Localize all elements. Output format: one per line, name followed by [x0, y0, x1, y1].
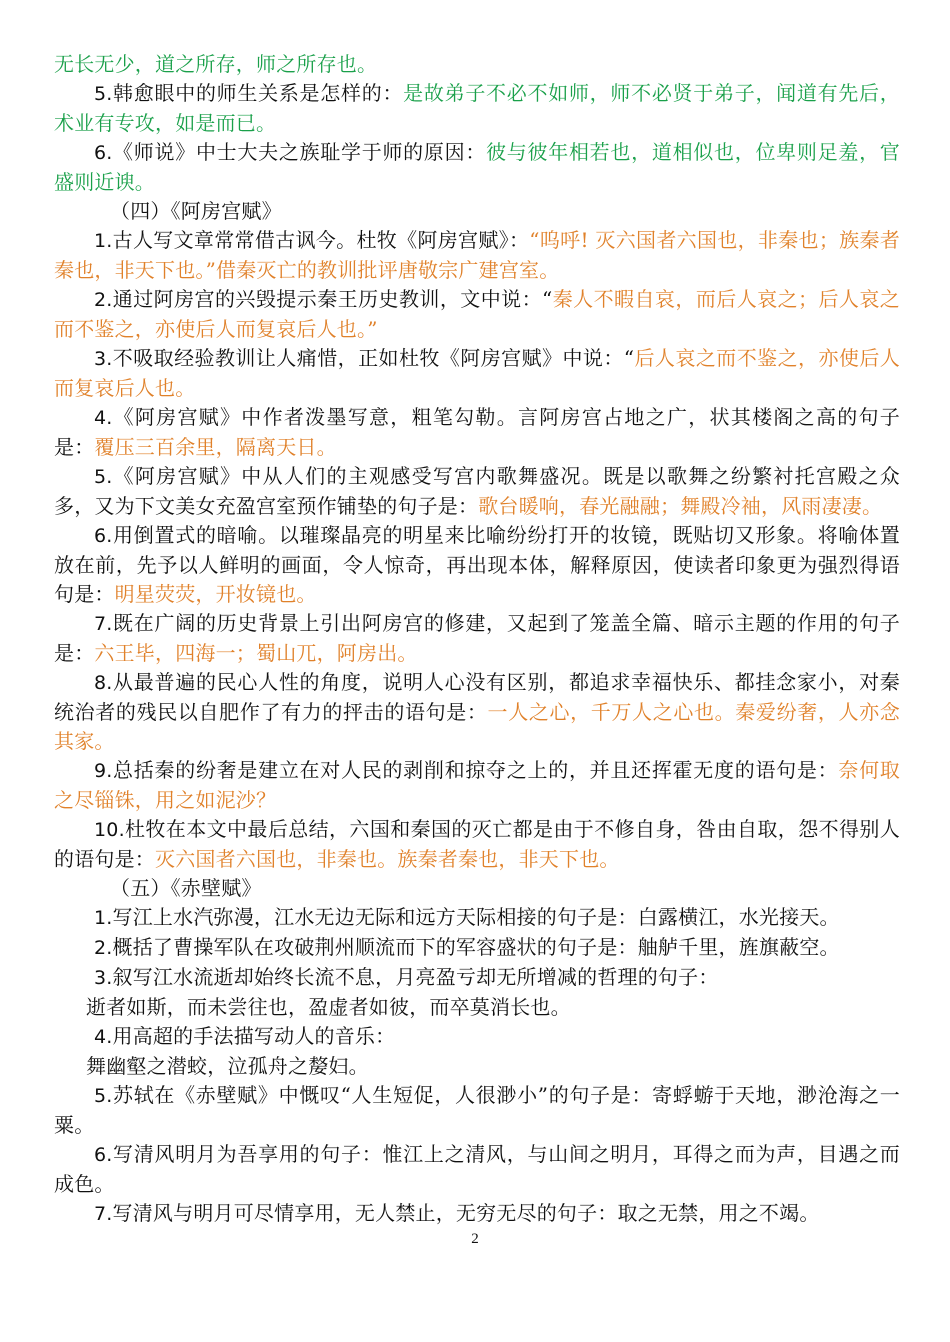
- question-text: 既在广阔的历史背景上引出阿房宫的修建，又起到了笼盖全篇、暗示主题的作用的句子是：: [54, 611, 900, 665]
- item-number: 5.: [94, 1085, 113, 1107]
- item-number: 6.: [94, 142, 113, 164]
- item-number: 1.: [94, 230, 113, 252]
- answer-text: “呜呼! 灭六国者六国也，非秦也；族秦者秦也，非天下也。”借秦灭亡的教训批评唐敬宗广建宫室。: [54, 228, 901, 282]
- item-number: 4.: [94, 1026, 113, 1048]
- item-number: 10.: [94, 819, 125, 841]
- item-number: 7.: [94, 613, 113, 635]
- question-text: 《阿房宫赋》中作者泼墨写意，粗笔勾勒。言阿房宫占地之广，状其楼阁之高的句子是：: [54, 405, 900, 459]
- section5-item-5: [54, 1081, 900, 1140]
- section4-item-4: [54, 403, 900, 462]
- question-text: 《师说》中士大夫之族耻学于师的原因：: [112, 140, 487, 164]
- page-number: 2: [471, 1231, 479, 1247]
- item-number: 3.: [94, 348, 113, 370]
- question-text: 叙写江水流逝却始终长流不息，月亮盈亏却无所增减的哲理的句子：: [112, 965, 719, 989]
- question-text: 不吸取经验教训让人痛惜，正如杜牧《阿房宫赋》中说：“: [112, 346, 635, 370]
- item-number: 1.: [94, 907, 113, 929]
- section4-item-1: [54, 226, 900, 285]
- question-text: 写清风与明月可尽情享用，无人禁止，无穷无尽的句子：取之无禁，用之不竭。: [112, 1201, 820, 1225]
- section5-item-1: [54, 903, 900, 933]
- item-number: 5.: [94, 83, 113, 105]
- item-number: 6.: [94, 525, 113, 547]
- answer-text: 明星荧荧，开妆镜也。: [114, 582, 317, 606]
- answer-text: 六王毕，四海一；蜀山兀，阿房出。: [94, 641, 418, 665]
- section5-item-4: [54, 1022, 900, 1052]
- question-text: 古人写文章常常借古讽今。杜牧《阿房宫赋》：: [112, 228, 530, 252]
- section5-item-7: [54, 1199, 900, 1229]
- document-page: [54, 50, 900, 1229]
- answer-text: 后人哀之而不鉴之，亦使后人而复哀后人也。: [54, 346, 900, 400]
- question-text: 用倒置式的暗喻。以璀璨晶亮的明星来比喻纷纷打开的妆镜，既贴切又形象。将喻体置放在前，先予以人鲜明的画面，令人惊奇，再出现本体，解释原因，使读者印象更为强烈得语句是：: [54, 523, 900, 606]
- item-number: 4.: [94, 407, 113, 429]
- item-number: 9.: [94, 760, 113, 782]
- question-text: 苏轼在《赤壁赋》中慨叹“人生短促，人很渺小”的句子是：寄蜉蝣于天地，渺沧海之一粟。: [54, 1083, 900, 1137]
- section5-item-4-answer: 舞幽壑之潜蛟，泣孤舟之嫠妇。: [86, 1054, 369, 1078]
- section4-item-3: [54, 344, 900, 403]
- section5-item-6: [54, 1140, 900, 1199]
- question-text: 写江上水汽弥漫，江水无边无际和远方天际相接的句子是：白露横江，水光接天。: [112, 905, 840, 929]
- question-text: 概括了曹操军队在攻破荆州顺流而下的军容盛状的句子是：舳舻千里，旌旗蔽空。: [112, 935, 840, 959]
- answer-text: 是故弟子不必不如师，师不必贤于弟子，闻道有先后，术业有专攻，如是而已。: [54, 81, 900, 135]
- item-number: 8.: [94, 672, 113, 694]
- section5-item-2: [54, 933, 900, 963]
- item-number: 7.: [94, 1203, 113, 1225]
- question-text: 韩愈眼中的师生关系是怎样的：: [112, 81, 404, 105]
- section4-item-8: [54, 668, 900, 756]
- intro-line: 无长无少，道之所存，师之所存也。: [54, 52, 378, 76]
- answer-text: 奈何取之尽锱铢，用之如泥沙？: [54, 758, 901, 812]
- question-text: 从最普遍的民心人性的角度，说明人心没有区别，都追求幸福快乐、都挂念家小，对秦统治者的残民以自肥作了有力的抨击的语句是：: [54, 670, 900, 724]
- question-text: 用高超的手法描写动人的音乐：: [112, 1024, 396, 1048]
- item-number: 3.: [94, 967, 113, 989]
- answer-text: 灭六国者六国也，非秦也。族秦者秦也，非天下也。: [155, 847, 620, 871]
- answer-text: 一人之心，千万人之心也。秦爱纷奢，人亦念其家。: [54, 700, 901, 753]
- shishuo-item-6: [54, 138, 900, 197]
- question-text: 《阿房宫赋》中从人们的主观感受写宫内歌舞盛况。既是以歌舞之纷繁衬托宫殿之众多，又为下文美女充盈宫室预作铺垫的句子是：: [54, 464, 900, 518]
- section4-item-6: [54, 521, 900, 609]
- question-text: 通过阿房宫的兴毁提示秦王历史教训，文中说：“: [112, 287, 553, 311]
- section4-item-7: [54, 609, 900, 668]
- section4-item-5: [54, 462, 900, 521]
- answer-text: 歌台暖响，春光融融；舞殿冷袖，风雨凄凄。: [478, 494, 883, 518]
- question-text: 杜牧在本文中最后总结，六国和秦国的灭亡都是由于不修自身，咎由自取，怨不得别人的语句是：: [54, 817, 900, 871]
- answer-text: 秦人不暇自哀，而后人哀之；后人哀之而不鉴之，亦使后人而复哀后人也。”: [54, 287, 900, 341]
- section4-item-9: [54, 756, 900, 815]
- item-number: 5.: [94, 466, 113, 488]
- section4-item-10: [54, 815, 900, 874]
- item-number: 2.: [94, 289, 113, 311]
- section5-item-3: [54, 963, 900, 993]
- answer-text: 覆压三百余里，隔离天日。: [94, 435, 337, 459]
- shishuo-item-5: [54, 79, 900, 138]
- section-4-title: （四）《阿房宫赋》: [110, 199, 282, 223]
- item-number: 2.: [94, 937, 113, 959]
- section4-item-2: [54, 285, 900, 344]
- section5-item-3-answer: 逝者如斯，而未尝往也，盈虚者如彼，而卒莫消长也。: [86, 995, 571, 1019]
- answer-text: 彼与彼年相若也，道相似也，位卑则足羞，官盛则近谀。: [54, 140, 900, 194]
- section-5-title: （五）《赤壁赋》: [110, 876, 262, 900]
- item-number: 6.: [94, 1144, 113, 1166]
- question-text: 总括秦的纷奢是建立在对人民的剥削和掠夺之上的，并且还挥霍无度的语句是：: [112, 758, 839, 782]
- question-text: 写清风明月为吾享用的句子：惟江上之清风，与山间之明月，耳得之而为声，目遇之而成色。: [54, 1142, 900, 1196]
